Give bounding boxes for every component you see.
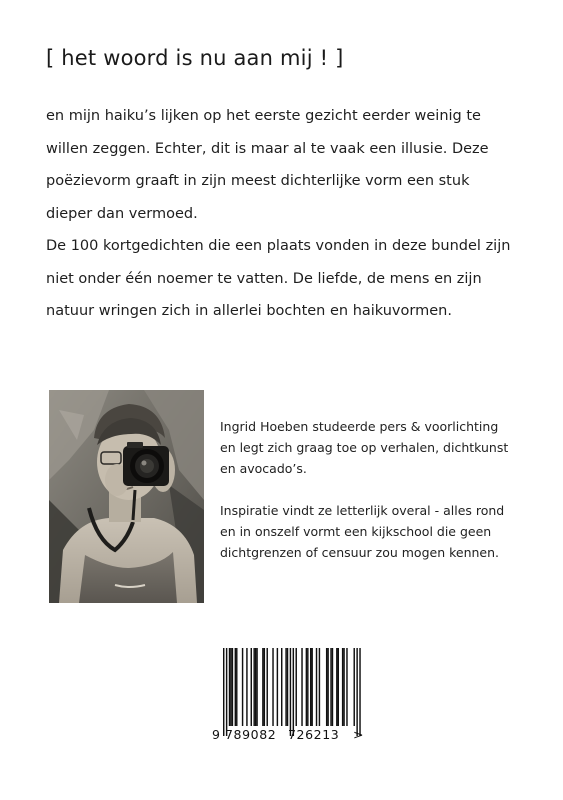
intro-text — [46, 100, 526, 328]
barcode-bar — [319, 648, 320, 726]
barcode-bar — [327, 648, 328, 726]
barcode-bar — [267, 648, 268, 726]
barcode-guard-bar — [356, 648, 357, 736]
author-photo-illustration — [49, 390, 204, 603]
barcode-bar — [330, 648, 331, 726]
intro-line: dieper dan vermoed. — [46, 205, 198, 222]
barcode-guard-bar — [223, 648, 224, 736]
author-bio — [220, 416, 550, 563]
intro-line: De 100 kortgedichten die een plaats vonden in deze bundel zijn — [46, 238, 511, 254]
barcode-bar — [230, 648, 231, 726]
barcode-bar — [287, 648, 288, 726]
barcode-bar — [354, 648, 355, 726]
isbn-right-group: 726213 — [288, 727, 340, 742]
barcode-bar — [311, 648, 312, 726]
barcode-bar — [310, 648, 311, 726]
barcode-bar — [246, 648, 247, 726]
barcode-bar — [338, 648, 339, 726]
isbn-first-digit: 9 — [212, 727, 220, 742]
barcode-bar — [332, 648, 333, 726]
author-photo — [49, 390, 204, 603]
barcode-bar — [255, 648, 256, 726]
intro-line: en mijn haiku’s lijken op het eerste gezicht eerder weinig te — [46, 108, 481, 124]
barcode-guard-bar — [226, 648, 227, 736]
barcode-bar — [251, 648, 252, 726]
isbn-arrow: > — [353, 727, 364, 742]
back-cover-headline: [ het woord is nu aan mij ! ] — [46, 46, 344, 70]
bio-line: en legt zich graag toe op verhalen, dichtkunst — [220, 440, 509, 455]
bio-line: dichtgrenzen of censuur zou mogen kennen. — [220, 545, 500, 560]
intro-line: poëzievorm graaft in zijn meest dichterlijke vorm een stuk — [46, 173, 470, 189]
barcode-bar — [272, 648, 273, 726]
isbn-number — [212, 727, 362, 743]
barcode-bar — [232, 648, 233, 726]
barcode-guard-bar — [293, 648, 294, 736]
barcode-bar — [264, 648, 265, 726]
barcode-bar — [285, 648, 286, 726]
barcode-bar — [253, 648, 254, 726]
barcode-bar — [281, 648, 282, 726]
barcode-bar — [235, 648, 236, 726]
barcode-bar — [262, 648, 263, 726]
barcode-bar — [242, 648, 243, 726]
barcode-bar — [326, 648, 327, 726]
barcode-bar — [301, 648, 302, 726]
bio-line: en in onszelf vormt een kijkschool die geen — [220, 524, 492, 539]
bio-line: Ingrid Hoeben studeerde pers & voorlichting — [220, 419, 499, 434]
barcode-bar — [342, 648, 343, 726]
barcode-bar — [256, 648, 257, 726]
barcode-bar — [346, 648, 347, 726]
barcode-guard-bar — [359, 648, 360, 736]
bio-line: en avocado’s. — [220, 461, 307, 476]
intro-line: willen zeggen. Echter, dit is maar al te vaak een illusie. Deze — [46, 140, 489, 157]
intro-line: niet onder één noemer te vatten. De liefde, de mens en zijn — [46, 270, 482, 287]
barcode-bar — [307, 648, 308, 726]
isbn-left-group: 789082 — [225, 727, 277, 742]
intro-line: natuur wringen zich in allerlei bochten en haikuvormen. — [46, 303, 452, 319]
barcode-guard-bar — [290, 648, 291, 736]
barcode-bar — [306, 648, 307, 726]
barcode-bar — [296, 648, 297, 726]
bio-line: Inspiratie vindt ze letterlijk overal - alles rond — [220, 503, 505, 518]
barcode-bar — [277, 648, 278, 726]
barcode-bar — [316, 648, 317, 726]
barcode-bar — [236, 648, 237, 726]
barcode-bar — [229, 648, 230, 726]
barcode-bar — [336, 648, 337, 726]
barcode-bar — [343, 648, 344, 726]
